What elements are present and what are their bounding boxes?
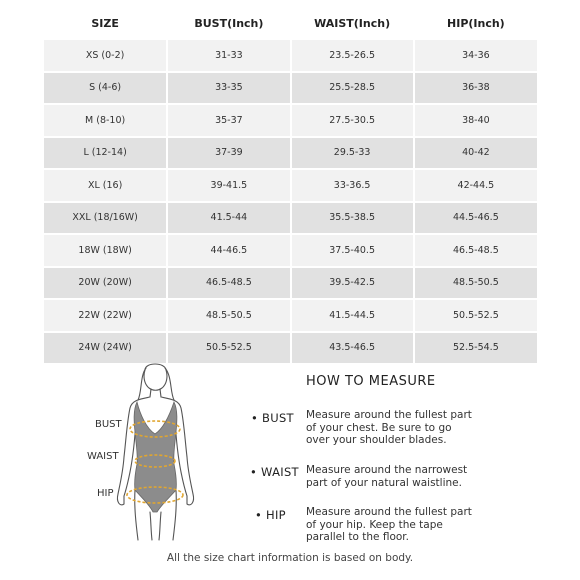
size-cell: 20W (20W) [44, 267, 167, 300]
bust-label: BUST [95, 419, 122, 430]
waist-line-1: Measure around the narrowest [306, 464, 468, 476]
size-cell: M (8-10) [44, 104, 167, 137]
table-row [44, 169, 537, 202]
hip-label: HIP [97, 488, 114, 499]
bust-instructions [306, 409, 472, 447]
size-cell: XXL (18/16W) [44, 202, 167, 235]
hip-cell: 40-42 [414, 137, 537, 170]
bust-cell: 35-37 [167, 104, 290, 137]
size-cell: XL (16) [44, 169, 167, 202]
waist-cell: 37.5-40.5 [291, 234, 414, 267]
table-body [44, 39, 537, 364]
table-row [44, 137, 537, 170]
bust-cell: 46.5-48.5 [167, 267, 290, 300]
hip-key: • HIP [255, 508, 286, 522]
bust-cell: 31-33 [167, 39, 290, 72]
bust-cell: 48.5-50.5 [167, 299, 290, 332]
waist-cell: 43.5-46.5 [291, 332, 414, 365]
table-row [44, 104, 537, 137]
waist-cell: 41.5-44.5 [291, 299, 414, 332]
header-hip: HIP(Inch) [414, 8, 537, 39]
how-to-measure-title: HOW TO MEASURE [306, 374, 436, 389]
hip-cell: 50.5-52.5 [414, 299, 537, 332]
hip-cell: 38-40 [414, 104, 537, 137]
table-row [44, 234, 537, 267]
size-cell: 18W (18W) [44, 234, 167, 267]
header-waist: WAIST(Inch) [291, 8, 414, 39]
size-chart-table [44, 8, 537, 365]
bust-cell: 41.5-44 [167, 202, 290, 235]
table-row [44, 299, 537, 332]
size-cell: 22W (22W) [44, 299, 167, 332]
hip-line-2: of your hip. Keep the tape [306, 518, 443, 531]
header-bust: BUST(Inch) [167, 8, 290, 39]
waist-instructions [306, 464, 467, 489]
size-cell: S (4-6) [44, 72, 167, 105]
waist-label: WAIST [87, 451, 119, 462]
hip-cell: 52.5-54.5 [414, 332, 537, 365]
waist-cell: 23.5-26.5 [291, 39, 414, 72]
bust-cell: 33-35 [167, 72, 290, 105]
bust-cell: 39-41.5 [167, 169, 290, 202]
table-row [44, 267, 537, 300]
hip-cell: 42-44.5 [414, 169, 537, 202]
bust-cell: 50.5-52.5 [167, 332, 290, 365]
table-row [44, 72, 537, 105]
bust-cell: 44-46.5 [167, 234, 290, 267]
hip-cell: 36-38 [414, 72, 537, 105]
bust-line-2: of your chest. Be sure to go [306, 421, 452, 434]
bust-line-1: Measure around the fullest part [306, 409, 472, 421]
table-row [44, 39, 537, 72]
waist-cell: 35.5-38.5 [291, 202, 414, 235]
hip-cell: 44.5-46.5 [414, 202, 537, 235]
size-cell: L (12-14) [44, 137, 167, 170]
hip-line-3: parallel to the floor. [306, 531, 410, 543]
waist-cell: 29.5-33 [291, 137, 414, 170]
waist-key: • WAIST [250, 465, 299, 479]
bust-line-3: over your shoulder blades. [306, 434, 447, 446]
waist-cell: 39.5-42.5 [291, 267, 414, 300]
size-cell: XS (0-2) [44, 39, 167, 72]
waist-cell: 33-36.5 [291, 169, 414, 202]
waist-cell: 27.5-30.5 [291, 104, 414, 137]
hip-cell: 46.5-48.5 [414, 234, 537, 267]
table-header-row [44, 8, 537, 39]
hip-instructions [306, 506, 472, 544]
size-cell: 24W (24W) [44, 332, 167, 365]
bust-cell: 37-39 [167, 137, 290, 170]
hip-cell: 48.5-50.5 [414, 267, 537, 300]
header-size: SIZE [44, 8, 167, 39]
table-row [44, 332, 537, 365]
hip-line-1: Measure around the fullest part [306, 506, 472, 518]
footer-note: All the size chart information is based on body. [166, 552, 414, 564]
hip-cell: 34-36 [414, 39, 537, 72]
bust-key: • BUST [251, 411, 294, 425]
waist-cell: 25.5-28.5 [291, 72, 414, 105]
waist-line-2: part of your natural waistline. [306, 476, 462, 489]
table-row [44, 202, 537, 235]
